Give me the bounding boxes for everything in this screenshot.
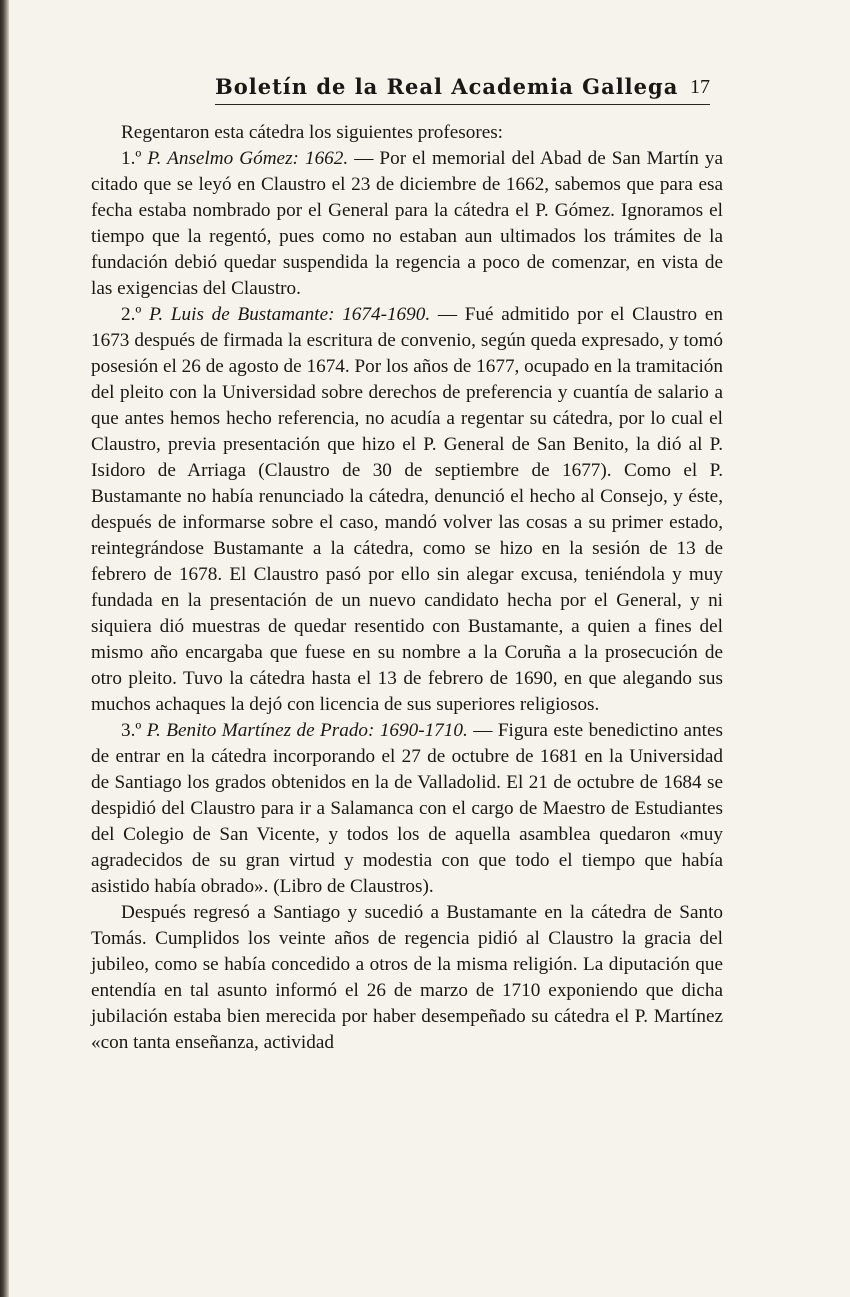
entry-1	[91, 146, 723, 302]
entry-text: — Fué admitido por el Claustro en 1673 después de firmada la escritura de convenio, según queda expresado, y tomó posesión el 26 de agosto de 1674. Por los años de 1677, ocupado en la tramitación del pleito con la Universidad sobre derechos de preferencia y cuantía de salario a que antes hemos hecho referencia, no acudía a regentar su cátedra, por lo cual el Claustro, previa presentación que hizo el P. General de San Benito, la dió al P. Isidoro de Arriaga (Claustro de 30 de septiembre de 1677). Como el P. Bustamante no había renunciado la cátedra, denunció el hecho al Consejo, y éste, después de informarse sobre el caso, mandó volver las cosas a su primer estado, reintegrándose Bustamante a la cátedra, como se hizo en la sesión de 13 de febrero de 1678. El Claustro pasó por ello sin alegar excusa, teniéndola y muy fundada en la presentación de un nuevo candidato hecha por el General, y ni siquiera dió muestras de quedar resentido con Bustamante, a quien a fines del mismo año encargaba que fuese en su nombre a la Coruña a la prosecución de otro pleito. Tuvo la cátedra hasta el 13 de febrero de 1690, en que alegando sus muchos achaques la dejó con licencia de sus superiores religiosos.	[91, 304, 723, 715]
intro-paragraph: Regentaron esta cátedra los siguientes profesores:	[121, 122, 504, 143]
page-number: 17	[690, 76, 710, 98]
entry-heading: P. Luis de Bustamante: 1674-1690.	[149, 304, 431, 325]
body-text	[91, 120, 723, 1056]
running-title: Boletín de la Real Academia Gallega	[215, 74, 679, 99]
entry-number: 3.º	[121, 720, 142, 741]
entry-number: 1.º	[121, 148, 142, 169]
entry-2	[91, 302, 723, 718]
entry-heading: P. Anselmo Gómez: 1662.	[147, 148, 349, 169]
entry-heading: P. Benito Martínez de Prado: 1690-1710.	[146, 720, 468, 741]
closing-paragraph: Después regresó a Santiago y sucedió a Bustamante en la cátedra de Santo Tomás. Cumplidos los veinte años de regencia pidió al Claustro la gracia del jubileo, como se había concedido a otros de la misma religión. La diputación que entendía en tal asunto informó el 26 de marzo de 1710 exponiendo que dicha jubilación estaba bien merecida por haber desempeñado su cátedra el P. Martínez «con tanta enseñanza, actividad	[91, 902, 723, 1053]
entry-number: 2.º	[121, 304, 142, 325]
entry-text: — Por el memorial del Abad de San Martín ya citado que se leyó en Claustro el 23 de diciembre de 1662, sabemos que para esa fecha estaba nombrado por el General para la cátedra el P. Gómez. Ignoramos el tiempo que la regentó, pues como no estaban aun ultimados los trámites de la fundación debió quedar suspendida la regencia a poco de comenzar, en vista de las exigencias del Claustro.	[91, 148, 723, 299]
page-header	[215, 74, 710, 105]
entry-3	[91, 718, 723, 900]
binding-edge	[0, 0, 9, 1297]
entry-text: — Figura este benedictino antes de entrar en la cátedra incorporando el 27 de octubre de 1681 en la Universidad de Santiago los grados obtenidos en la de Valladolid. El 21 de octubre de 1684 se despidió del Claustro para ir a Salamanca con el cargo de Maestro de Estudiantes del Colegio de San Vicente, y todos los de aquella asamblea quedaron «muy agradecidos de su gran virtud y modestia con que todo el tiempo que había asistido había obrado». (Libro de Claustros).	[91, 720, 723, 897]
